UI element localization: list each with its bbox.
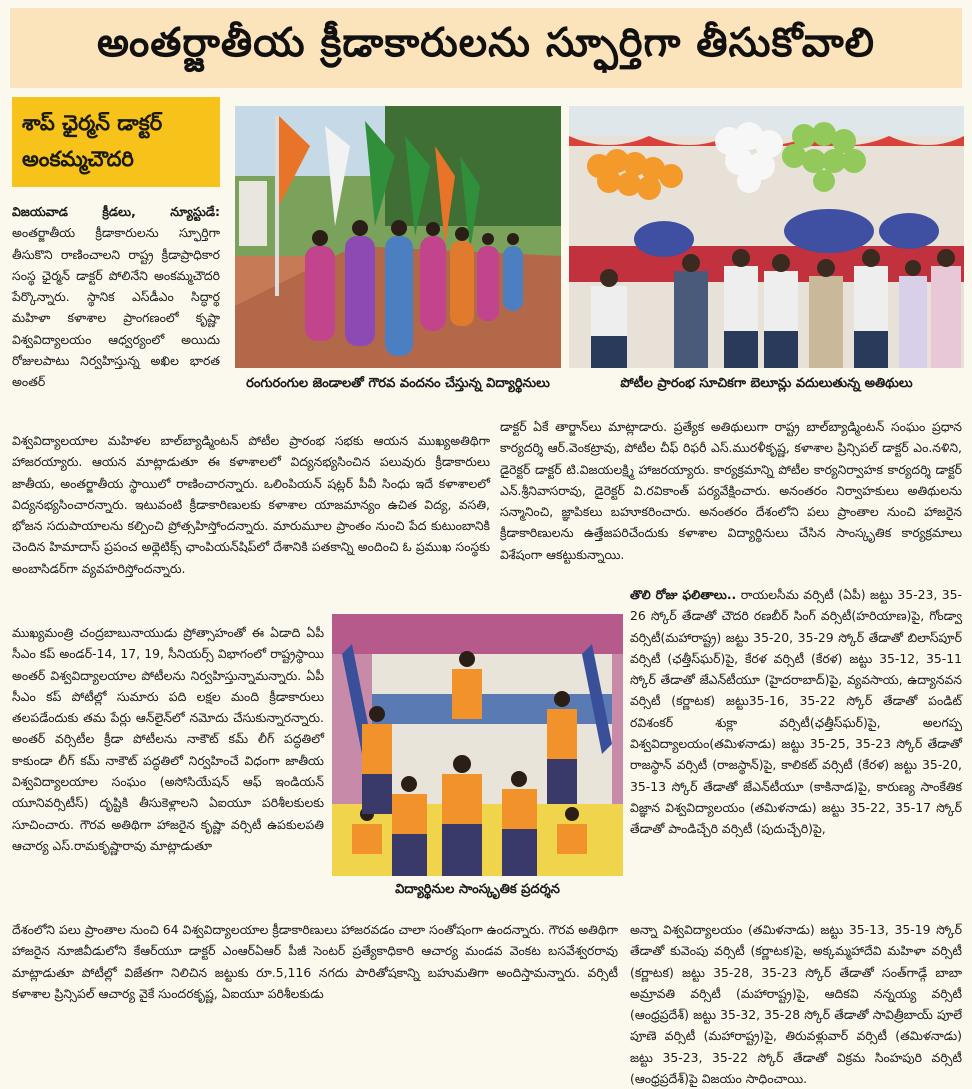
photo-cultural-performance	[332, 614, 623, 876]
results-heading: తొలి రోజు ఫలితాలు..	[630, 587, 737, 602]
article-column-1-top	[12, 201, 220, 393]
article-wide-bottom-block	[12, 919, 618, 1004]
results-text: రాయలసీమ వర్సిటీ (ఏపీ) జట్టు 35-23, 35-26 స్కోర్ తేడాతో చౌదరి రణబీర్ సింగ్ వర్సిటీ(హరియాణ)పై, గోండ్వా వర్సిటీ(మహారాష్ట్ర) జట్టు 35-20, 35-29 స్కోర్ తేడాతో బిలాస్‌పూర్ వర్సిటీ (ఛత్తీస్‌ఘర్)పై, కేరళ వర్సిటీ (కేరళ) జట్టు 35-12, 35-11 స్కోర్ తేడాతో జేఎన్‌టీయూ (హైదరాబాద్)పై, వ్యవసాయ, ఉద్యానవన వర్సిటీ (కర్ణాటక) జట్టు35-16, 35-22 స్కోర్ తేడాతో పండిట్ రవిశంకర్ శుక్లా వర్సిటీ(ఛత్తీస్‌ఘర్)పై, అలగప్ప విశ్వవిద్యాలయం(తమిళనాడు) జట్టు 35-25, 35-23 స్కోర్ తేడాతో రాజస్థాన్ వర్సిటీ (రాజస్థాన్)పై, కాలికట్ వర్సిటీ (కేరళ) జట్టు 35-20, 35-13 స్కోర్ తేడాతో జేఎన్‌టీయూ (కాకినాడ)పై, కారుణ్య సాంకేతిక విజ్ఞాన విశ్వవిద్యాలయం (తమిళనాడు) జట్టు 35-22, 35-17 స్కోర్ తేడాతో పాండిచ్చేరి వర్సిటీ (పుదుచ్చేరి)పై,	[630, 587, 962, 837]
subheadline: శాప్ ఛైర్మన్ డాక్టర్ అంకమ్మచౌదరి	[12, 97, 220, 187]
caption-photo-3: విద్యార్థినుల సాంస్కృతిక ప్రదర్శన	[332, 876, 623, 906]
results-bottom-column	[630, 919, 962, 1089]
article-text-col1-bottom: ముఖ్యమంత్రి చంద్రబాబునాయుడు ప్రోత్సాహంతో ఈ ఏడాది ఏపీ సీఎం కప్ అండర్-14, 17, 19, సీనియర్స్ విభాగంలో రాష్ట్రస్థాయి అంతర్ విశ్వవిద్యాలయాల పోటీలను నిర్వహిస్తున్నామన్నారు. ఏపీ సీఎం కప్ పోటీల్లో సుమారు పది లక్షల మంది క్రీడాకారులు తలపడేందుకు తమ పేర్లు ఆన్‌లైన్‌లో నమోదు చేసుకున్నారన్నారు. అంతర్ వర్సిటీల క్రీడా పోటీలను నాకౌట్ కమ్ లీగ్ పద్ధతిలో కాకుండా లీగ్ కమ్ నాకౌట్ పద్ధతిలో నిర్వహించే విధంగా జాతీయ విశ్వవిద్యాలయాల సంఘం (అసోసియేషన్ ఆఫ్ ఇండియన్ యూనివర్సిటీస్) దృష్టికి తీసుకెళ్లాలని ఏఐయూ పరిశీలకులకు సూచించారు. గౌరవ అతిథిగా హాజరైన కృష్ణా వర్సిటీ ఉపకులపతి ఆచార్య ఎస్.రామకృష్ణారావు మాట్లాడుతూ	[12, 625, 324, 853]
article-column-2-top	[500, 416, 962, 565]
dateline: విజయవాడ క్రీడలు, న్యూస్టుడే:	[12, 204, 220, 219]
headline-banner	[10, 8, 962, 88]
photo-balloon-release	[569, 106, 964, 368]
photo-flag-parade	[235, 106, 561, 368]
balloon-release-image	[569, 106, 964, 368]
article-column-1-bottom	[12, 622, 324, 856]
results-text-bottom: అన్నా విశ్వవిద్యాలయం (తమిళనాడు) జట్టు 35-13, 35-19 స్కోర్ తేడాతో కువెంపు వర్సిటీ (కర్ణాటక)పై, అక్కమ్మహాదేవి మహిళా వర్సిటీ (కర్ణాటక) జట్టు 35-28, 35-23 స్కోర్ తేడాతో సంత్‌గాడ్గే బాబా అమ్రావతి వర్సిటీ (మహారాష్ట్ర)పై, ఆదికవి నన్నయ్య వర్సిటీ (ఆంధ్రప్రదేశ్) జట్టు 35-32, 35-28 స్కోర్ తేడాతో సావిత్రీబాయ్ పూలే పూణె వర్సిటీ (మహారాష్ట్ర)పై, తిరువళ్లువార్ వర్సిటీ (తమిళనాడు) జట్టు 35-23, 35-22 స్కోర్ తేడాతో విక్రమ సింహపురి వర్సిటీ (ఆంధ్రప్రదేశ్)పై విజయం సాధించాయి.	[630, 922, 962, 1087]
caption-photo-1: రంగురంగుల జెండాలతో గౌరవ వందనం చేస్తున్న విద్యార్థినులు	[235, 370, 561, 400]
article-text-col2-top: డాక్టర్ ఏకే తార్జాన్‌లు మాట్లాడారు. ప్రత్యేక అతిథులుగా రాష్ట్ర బాల్‌బ్యాడ్మింటన్ సంఘం ప్రధాన కార్యదర్శి ఆర్.వెంకట్రావు, పోటీల చీఫ్ రిఫరీ ఎస్.మురళీకృష్ణ, కళాశాల ప్రిన్సిపల్ డాక్టర్ ఎం.నళిని, డైరెక్టర్ డాక్టర్ టి.విజయలక్ష్మి హాజరయ్యారు. కార్యక్రమాన్ని పోటీల కార్యనిర్వాహక కార్యదర్శి డాక్టర్ ఎన్.శ్రీనివాసరావు, డైరెక్టర్ వి.రవికాంత్ పర్యవేక్షించారు. అనంతరం నిర్వాహకులు అతిథులను సన్మానించి, జ్ఞాపికలు బహూకరించారు. అనంతరం దేశంలోని పలు ప్రాంతాల నుంచి హాజరైన క్రీడాకారిణులను ఉత్తేజపరిచేందుకు కళాశాల విద్యార్థినులు చేసిన సాంస్కృతిక కార్యక్రమాలు విశేషంగా ఆకట్టుకున్నాయి.	[500, 419, 962, 562]
cultural-performance-image	[332, 614, 623, 876]
flag-parade-image	[235, 106, 561, 368]
article-wide-block	[12, 430, 490, 579]
headline: అంతర్జాతీయ క్రీడాకారులను స్ఫూర్తిగా తీసుకోవాలి	[96, 20, 876, 66]
article-text-wide-bottom: దేశంలోని పలు ప్రాంతాల నుంచి 64 విశ్వవిద్యాలయాల క్రీడాకారిణులు హాజరవడం చాలా సంతోషంగా ఉందన్నారు. గౌరవ అతిథిగా హాజరైన నూజివీడులోని కేఆర్‌యూ డాక్టర్ ఎంఆర్ఏఆర్ పీజీ సెంటర్ ప్రత్యేకాధికారి ఆచార్య మండవ వెంకట బసవేశ్వరరావు మాట్లాడుతూ పోటీల్లో విజేతగా నిలిచిన జట్టుకు రూ.5,116 నగదు పారితోషకాన్ని బహుమతిగా అందిస్తామన్నారు. వర్సిటీ కళాశాల ప్రిన్సిపల్ ఆచార్య వైకే సుందరకృష్ణ, ఏఐయూ పరిశీలకుడు	[12, 922, 618, 1001]
article-text-col1-top: అంతర్జాతీయ క్రీడాకారులను స్ఫూర్తిగా తీసుకొని రాణించాలని రాష్ట్ర క్రీడాప్రాధికార సంస్థ ఛైర్మన్ డాక్టర్ పోలినేని అంకమ్మచౌదరి పేర్కొన్నారు. స్థానిక ఎస్‌డీఎం సిద్ధార్థ మహిళా కళాశాల ప్రాంగణంలో కృష్ణా విశ్వవిద్యాలయం ఆధ్వర్యంలో అయిదు రోజులపాటు నిర్వహిస్తున్న అఖిల భారత అంతర్	[12, 225, 220, 390]
caption-photo-2: పోటీల ప్రారంభ సూచికగా బెలూన్లు వదులుతున్న అతిథులు	[569, 370, 964, 400]
results-column	[630, 584, 962, 840]
article-text-wide: విశ్వవిద్యాలయాల మహిళల బాల్‌బ్యాడ్మింటన్ పోటీల ప్రారంభ సభకు ఆయన ముఖ్యఅతిథిగా హాజరయ్యారు. ఆయన మాట్లాడుతూ ఈ కళాశాలలో విద్యనభ్యసించిన పలువురు క్రీడాకారులు జాతీయ, అంతర్జాతీయ స్థాయిలో రాణించారన్నారు. ఒలింపియన్ షట్లర్ పీవీ సింధు ఇదే కళాశాలలో విద్యనభ్యసించారన్నారు. ఇటువంటి క్రీడాకారిణులకు కళాశాల యాజమాన్యం ఉచిత విద్య, వసతి, భోజన సదుపాయాలను కల్పించి ప్రోత్సహిస్తోందన్నారు. మారుమూల ప్రాంతం నుంచి పేద కుటుంబానికి చెందిన హిమాదాస్ ప్రపంచ అథ్లెటిక్స్ ఛాంపియన్‌షిప్‌లో దేశానికి పతకాన్ని అందించి ఓ ప్రముఖ సంస్థకు అంబాసిడర్‌గా వ్యవహరిస్తోందన్నారు.	[12, 433, 490, 576]
